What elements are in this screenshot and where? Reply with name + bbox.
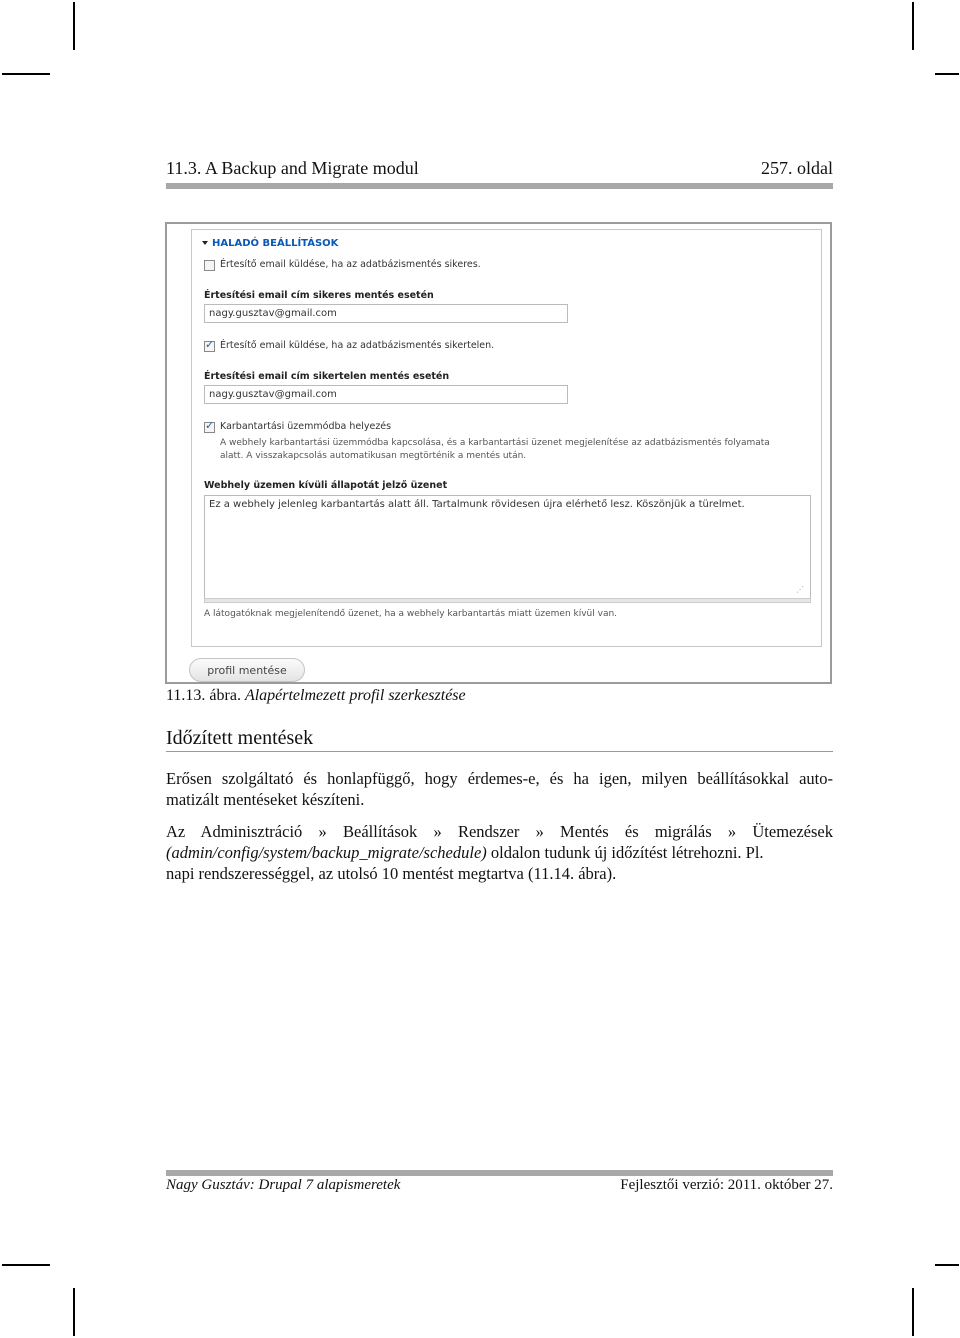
paragraph-1-line-2: matizált mentéseket készíteni. (166, 790, 365, 809)
caption-number: 11.13. ábra. (166, 687, 241, 704)
header-page: 257. oldal (761, 158, 833, 178)
paragraph-1-line-1: Erősen szolgáltató és honlapfüggő, hogy érdemes-e, és ha igen, milyen beállításokkal auto- (166, 769, 833, 788)
failure-email-input[interactable]: nagy.gusztav@gmail.com (204, 385, 568, 404)
save-profile-button[interactable]: profil mentése (189, 658, 305, 682)
header-section: 11.3. A Backup and Migrate modul (166, 158, 419, 178)
footer-rule (166, 1170, 833, 1176)
offline-message-textarea[interactable] (204, 495, 811, 599)
notify-success-label: Értesítő email küldése, ha az adatbázismentés sikeres. (220, 259, 481, 270)
section-heading: Időzített mentések (166, 727, 314, 749)
crop-mark (73, 2, 75, 50)
paragraph-2-line-1: Az Adminisztráció » Beállítások » Rendszer » Mentés és migrálás » Ütemezések (166, 822, 833, 841)
success-email-input[interactable]: nagy.gusztav@gmail.com (204, 304, 568, 323)
crop-mark (935, 73, 959, 75)
notify-failure-label: Értesítő email küldése, ha az adatbázismentés sikertelen. (220, 340, 495, 351)
offline-message-text: Ez a webhely jelenleg karbantartás alatt áll. Tartalmunk rövidesen újra elérhető lesz. Köszönjük a türelmet. (209, 499, 745, 510)
offline-message-description: A látogatóknak megjelenítendő üzenet, ha a webhely karbantartás miatt üzemen kívül van. (204, 609, 618, 619)
checkmark-icon: ✓ (205, 419, 215, 432)
resize-grip-icon[interactable]: ⋰ (796, 585, 804, 594)
schedule-path: (admin/config/system/backup_migrate/schedule) (166, 843, 487, 862)
heading-rule (166, 751, 833, 752)
crop-mark (935, 1264, 959, 1266)
paragraph-2-line-3: napi rendszerességgel, az utolsó 10 mentést megtartva (11.14. ábra). (166, 864, 617, 883)
header-rule (166, 183, 833, 189)
checkmark-icon: ✓ (205, 338, 215, 351)
footer-version: Fejlesztői verzió: 2011. október 27. (620, 1177, 833, 1193)
notify-failure-checkbox[interactable] (204, 338, 215, 352)
figure-caption (166, 687, 466, 705)
offline-message-label: Webhely üzemen kívüli állapotát jelző üzenet (204, 480, 448, 491)
failure-email-label: Értesítési email cím sikertelen mentés esetén (204, 371, 450, 382)
maintenance-checkbox[interactable] (204, 419, 215, 433)
advanced-settings-fieldset (191, 229, 822, 647)
footer-author-title: Nagy Gusztáv: Drupal 7 alapismeretek (166, 1177, 401, 1193)
running-header (166, 158, 833, 180)
crop-mark (2, 1264, 50, 1266)
caption-text: Alapértelmezett profil szerkesztése (244, 687, 466, 704)
figure-screenshot (165, 222, 832, 684)
crop-mark (912, 1288, 914, 1336)
paragraph-2-line-2-rest: oldalon tudunk új időzítést létrehozni. Pl. (486, 843, 764, 862)
crop-mark (912, 2, 914, 50)
crop-mark (73, 1288, 75, 1336)
success-email-label: Értesítési email cím sikeres mentés esetén (204, 290, 434, 301)
maintenance-description-2: alatt. A visszakapcsolás automatikusan megtörténik a mentés után. (220, 451, 527, 461)
maintenance-description-1: A webhely karbantartási üzemmódba kapcsolása, és a karbantartási üzenet megjelenítése az adatbázismentés folyamata (220, 438, 770, 448)
collapse-triangle-icon (202, 241, 208, 245)
fieldset-legend[interactable] (202, 238, 338, 249)
paragraph-2-line-2 (166, 842, 833, 863)
maintenance-label: Karbantartási üzemmódba helyezés (220, 421, 392, 432)
notify-success-checkbox[interactable] (204, 260, 215, 271)
crop-mark (2, 73, 50, 75)
textarea-resize-bar[interactable] (204, 598, 811, 603)
legend-text: HALADÓ BEÁLLÍTÁSOK (212, 238, 339, 249)
